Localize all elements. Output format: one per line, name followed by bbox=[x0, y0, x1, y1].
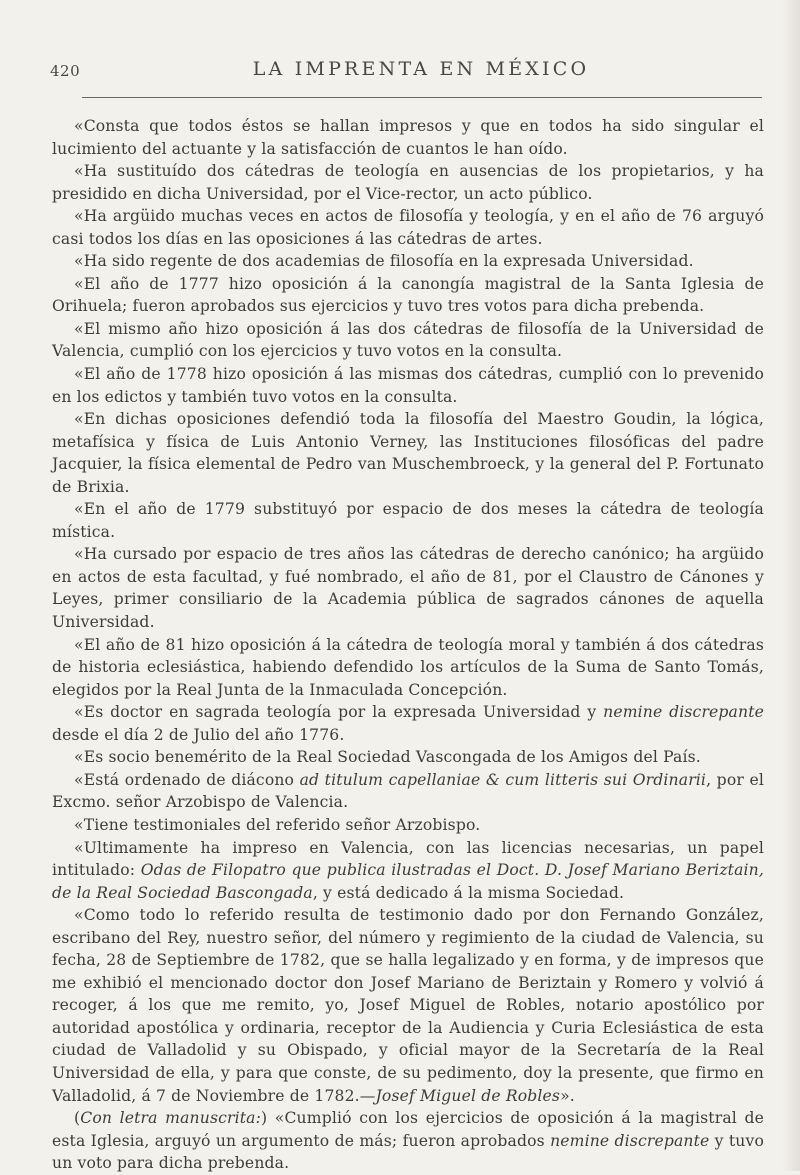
paragraph-diacono: «Está ordenado de diácono ad titulum capellaniae & cum litteris sui Ordinarii, por el Excmo. señor Arzobispo de Valencia. bbox=[52, 770, 764, 812]
paragraph-1777: «El año de 1777 hizo oposición á la canongía magistral de la Santa Iglesia de Orihuela; fueron aprobados sus ejercicios y tuvo tres votos para dicha prebenda. bbox=[52, 274, 764, 316]
paragraph-testimonio: «Como todo lo referido resulta de testimonio dado por don Fernando González, escribano del Rey, nuestro señor, del número y regimiento de la ciudad de Valencia, su fecha, 28 de Septiembre de 1782, que se halla legalizado y en forma, y de impresos que me exhibió el mencionado doctor don Josef Mariano de Beriztain y Romero y volvió á recoger, á los que me remito, yo, Josef Miguel de Robles, notario apostólico por autoridad apostólica y ordinaria, receptor de la Audiencia y Curia Eclesiástica de esta ciudad de Valladolid y su Obispado, y oficial mayor de la Secretaría de la Real Universidad de ella, y para que conste, de su pedimento, doy la presente, que firmo en Valladolid, á 7 de Noviembre de 1782.—Josef Miguel de Robles». bbox=[52, 906, 764, 1105]
page-header bbox=[50, 58, 762, 84]
paragraph-regente: «Ha sido regente de dos academias de filosofía en la expresada Universidad. bbox=[74, 252, 694, 271]
paragraph-impreso: «Ultimamente ha impreso en Valencia, con las licencias necesarias, un papel intitulado: Odas de Filopatro que publica ilustradas el Doct. D. Josef Mariano Beriztain, de la Real Sociedad Bascongada, y está dedicado á la misma Sociedad. bbox=[52, 838, 764, 902]
paragraph-1778: «El año de 1778 hizo oposición á las mismas dos cátedras, cumplió con lo prevenido en los edictos y también tuvo votos en la consulta. bbox=[52, 365, 764, 406]
paragraph-doctor: «Es doctor en sagrada teología por la expresada Universidad y nemine discrepante desde el día 2 de Julio del año 1776. bbox=[52, 703, 764, 744]
paragraph-arguido: «Ha argüido muchas veces en actos de filosofía y teología, y en el año de 76 arguyó casi todos los días en las oposiciones á las cátedras de artes. bbox=[52, 207, 764, 248]
paragraph-derecho-canonico: «Ha cursado por espacio de tres años las cátedras de derecho canónico; ha argüido en actos de esta facultad, y fué nombrado, el año de 81, por el Claustro de Cánones y Leyes, primer consiliario de la Academia pública de sagrados cánones de aquella Universidad. bbox=[52, 545, 764, 632]
body-text bbox=[52, 115, 764, 1175]
header-rule bbox=[82, 97, 762, 98]
paragraph-oposiciones: «En dichas oposiciones defendió toda la filosofía del Maestro Goudin, la lógica, metafísica y física de Luis Antonio Verney, las Instituciones filosóficas del padre Jacquier, la física elemental de Pedro van Muschembroeck, y la general del P. Fortunato de Brixia. bbox=[52, 410, 764, 496]
paragraph-testimoniales: «Tiene testimoniales del referido señor Arzobispo. bbox=[74, 815, 481, 834]
paragraph-mismo-ano: «El mismo año hizo oposición á las dos cátedras de filosofía de la Universidad de Valencia, cumplió con los ejercicios y tuvo votos en la consulta. bbox=[52, 319, 764, 361]
page-number: 420 bbox=[50, 62, 81, 80]
paragraph-sustituido: «Ha sustituído dos cátedras de teología en ausencias de los propietarios, y ha presidido en dicha Universidad, por el Vice-rector, un acto público. bbox=[52, 162, 764, 203]
paragraph-consta: «Consta que todos éstos se hallan impresos y que en todos ha sido singular el lucimiento del actuante y la satisfacción de cuantos le han oído. bbox=[52, 117, 764, 158]
paragraph-1779: «En el año de 1779 substituyó por espacio de dos meses la cátedra de teología mística. bbox=[52, 500, 764, 541]
paragraph-manuscrita: (Con letra manuscrita:) «Cumplió con los ejercicios de oposición á la magistral de esta Iglesia, arguyó un argumento de más; fueron aprobados nemine discrepante y tuvo un voto para dicha prebenda. bbox=[52, 1109, 764, 1173]
page-edge-shadow bbox=[782, 0, 800, 1171]
running-title: LA IMPRENTA EN MÉXICO bbox=[252, 58, 590, 80]
paragraph-socio: «Es socio benemérito de la Real Sociedad Vascongada de los Amigos del País. bbox=[74, 748, 701, 767]
paragraph-ano-81: «El año de 81 hizo oposición á la cátedra de teología moral y también á dos cátedras de historia eclesiástica, habiendo defendido los artículos de la Suma de Santo Tomás, elegidos por la Real Junta de la Inmaculada Concepción. bbox=[52, 635, 764, 699]
